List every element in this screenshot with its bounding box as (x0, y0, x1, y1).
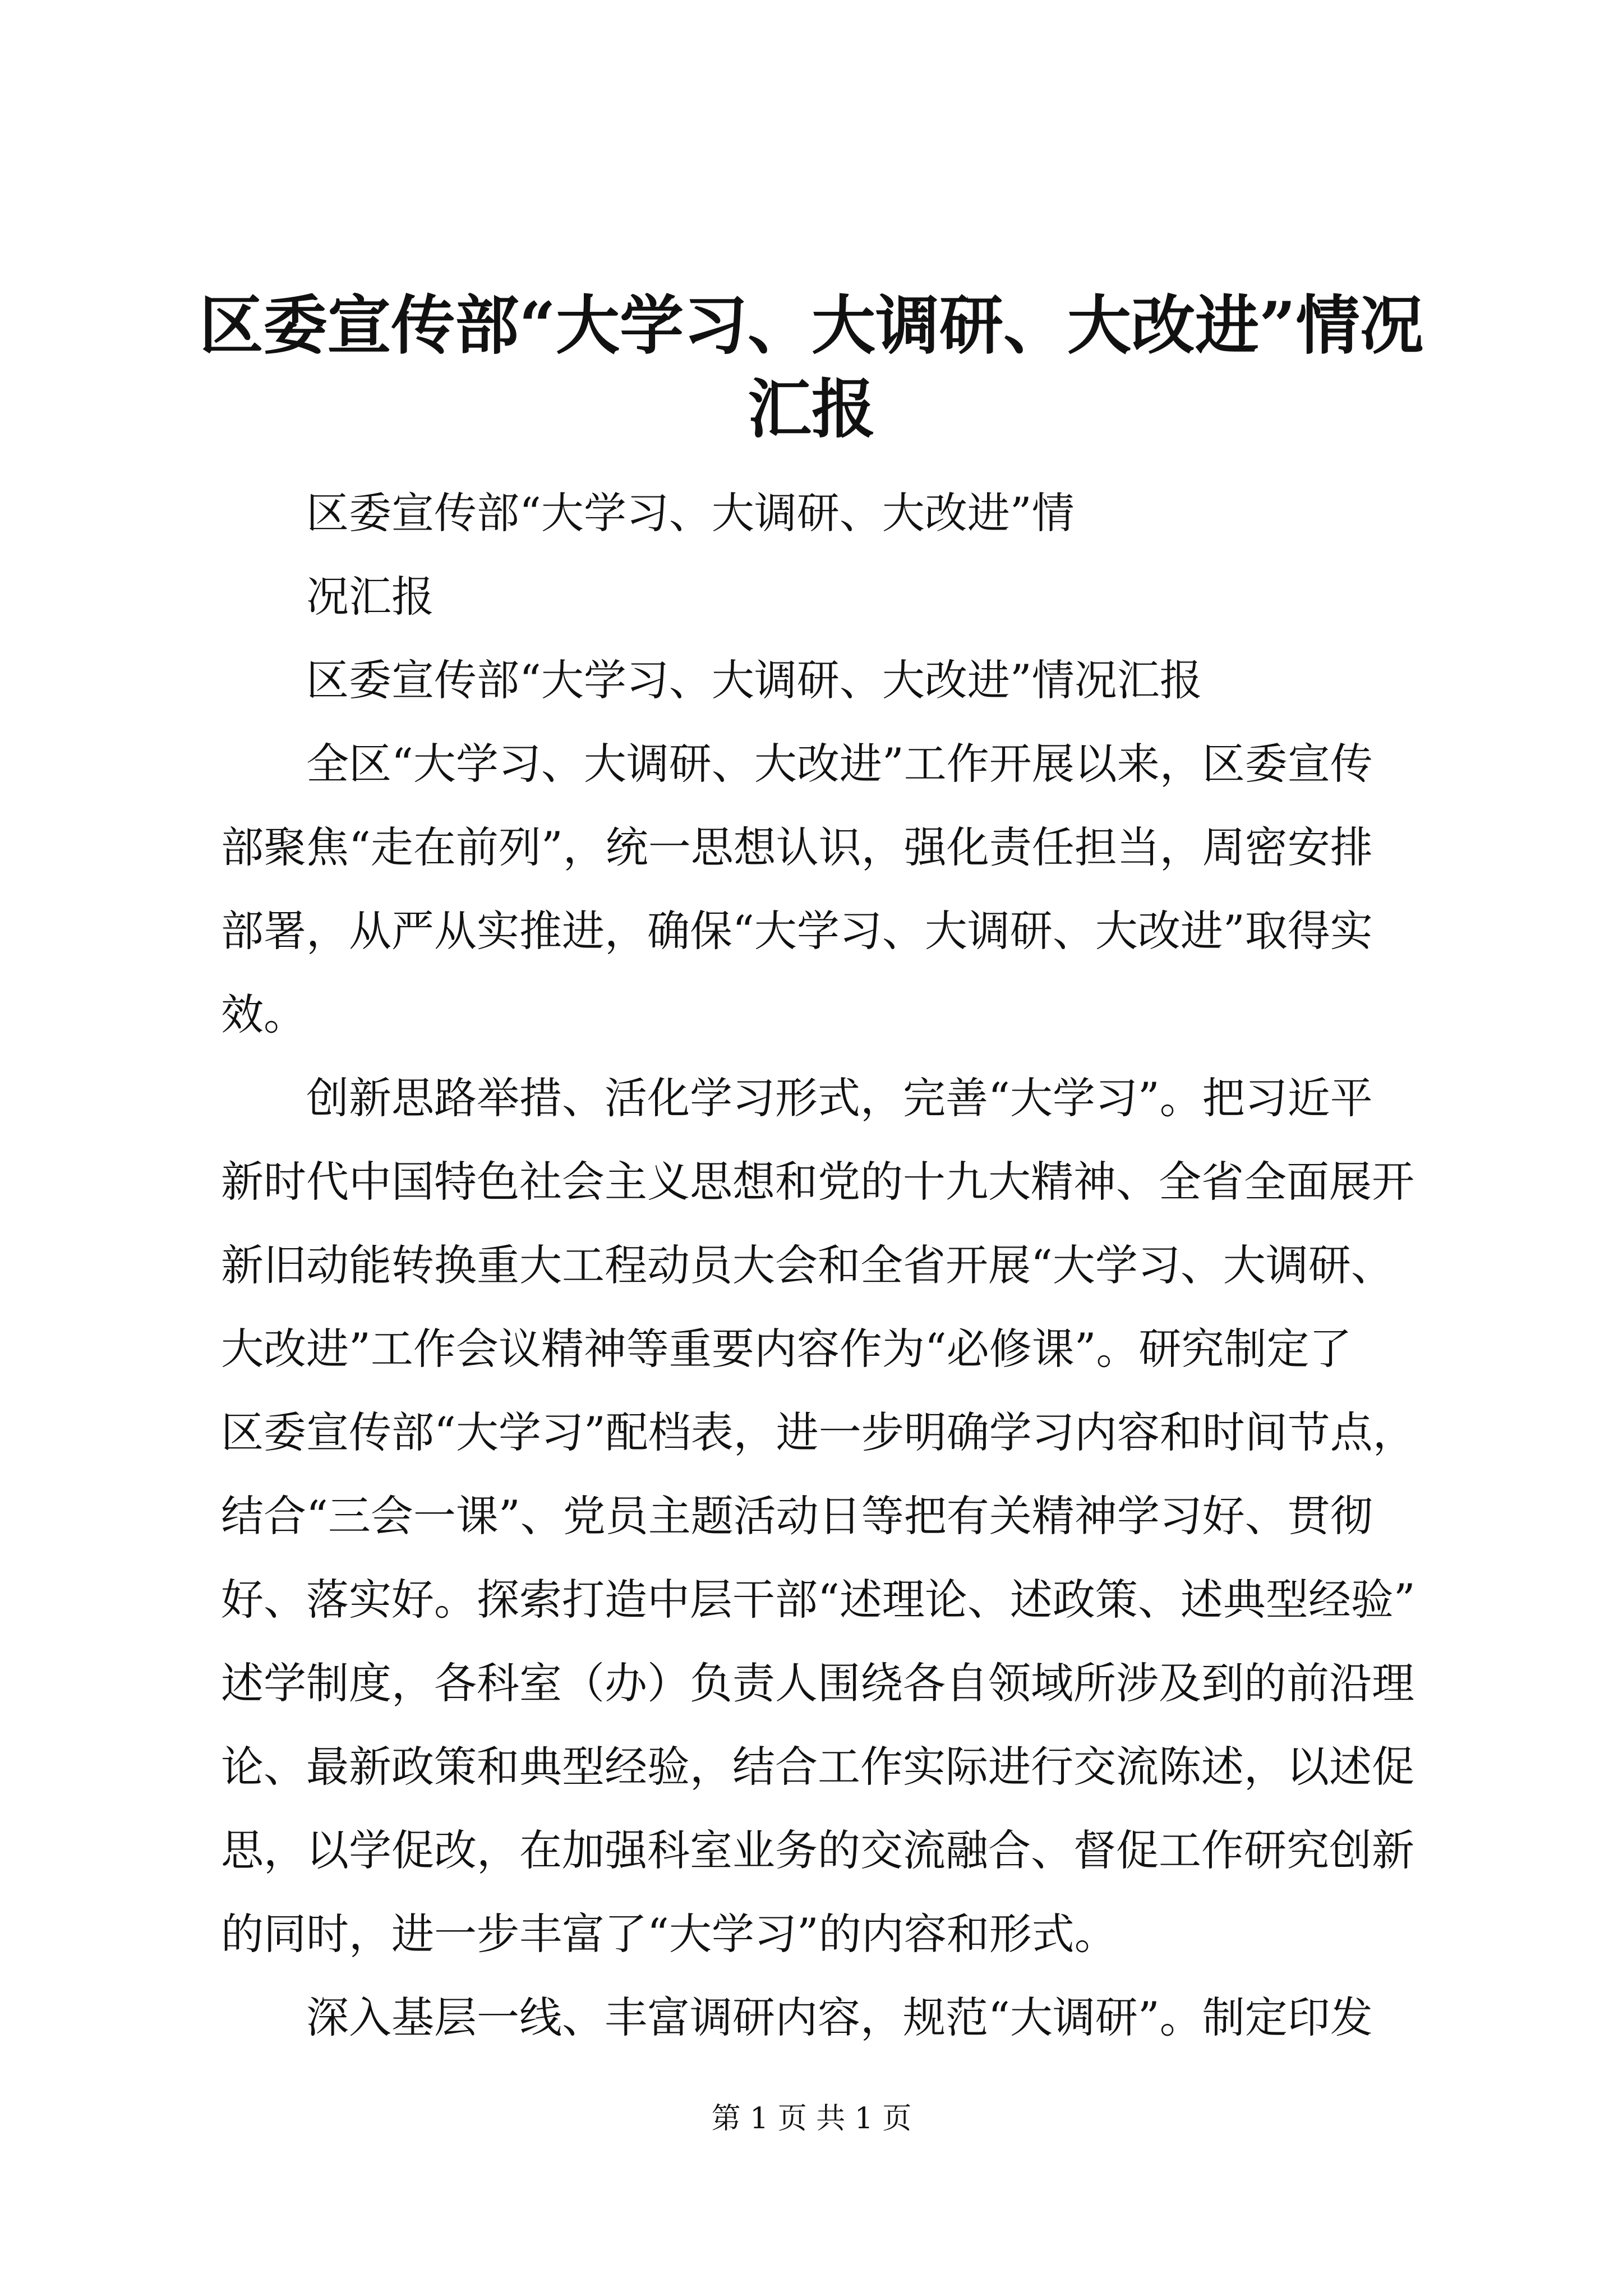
paragraph-line: 深入基层一线、丰富调研内容，规范“大调研”。制定印发 (306, 1993, 1373, 2042)
paragraph-line: 大改进”工作会议精神等重要内容作为“必修课”。研究制定了 (221, 1324, 1352, 1374)
paragraph-line: 区委宣传部“大学习”配档表，进一步明确学习内容和时间节点， (221, 1407, 1415, 1457)
paragraph-1 (221, 722, 1427, 1056)
paragraph-line: 思，以学促改，在加强科室业务的交流融合、督促工作研究创新 (221, 1825, 1414, 1875)
paragraph-line: 效。 (221, 990, 306, 1039)
paragraph-line: 的同时，进一步丰富了“大学习”的内容和形式。 (221, 1909, 1117, 1959)
subheading-line: 况汇报 (306, 572, 434, 622)
subheading-line: 区委宣传部“大学习、大调研、大改进”情况汇报 (306, 655, 1202, 705)
title-line: 区委宣传部“大学习、大调研、大改进”情况 (199, 288, 1424, 363)
document-body (221, 471, 1427, 2059)
paragraph-line: 结合“三会一课”、党员主题活动日等把有关精神学习好、贯彻 (221, 1491, 1373, 1541)
paragraph-line: 全区“大学习、大调研、大改进”工作开展以来，区委宣传 (306, 739, 1373, 789)
paragraph-line: 论、最新政策和典型经验，结合工作实际进行交流陈述，以述促 (221, 1742, 1414, 1792)
paragraph-line: 新时代中国特色社会主义思想和党的十九大精神、全省全面展开 (221, 1157, 1414, 1207)
paragraph-line: 好、落实好。探索打造中层干部“述理论、述政策、述典型经验” (221, 1575, 1415, 1625)
title-line: 汇报 (747, 371, 875, 447)
document-title (185, 283, 1438, 450)
paragraph-2 (221, 1056, 1427, 1976)
paragraph-line: 创新思路举措、活化学习形式，完善“大学习”。把习近平 (306, 1073, 1373, 1123)
paragraph-line: 部署，从严从实推进，确保“大学习、大调研、大改进”取得实 (221, 906, 1373, 956)
page-footer: 第 1 页 共 1 页 (711, 2102, 912, 2136)
paragraph-line: 部聚焦“走在前列”，统一思想认识，强化责任担当，周密安排 (221, 822, 1373, 872)
paragraph-line: 新旧动能转换重大工程动员大会和全省开展“大学习、大调研、 (221, 1240, 1394, 1290)
paragraph-line: 述学制度，各科室（办）负责人围绕各自领域所涉及到的前沿理 (221, 1658, 1414, 1708)
subheading-line: 区委宣传部“大学习、大调研、大改进”情 (306, 488, 1075, 538)
paragraph-3 (221, 1976, 1427, 2059)
